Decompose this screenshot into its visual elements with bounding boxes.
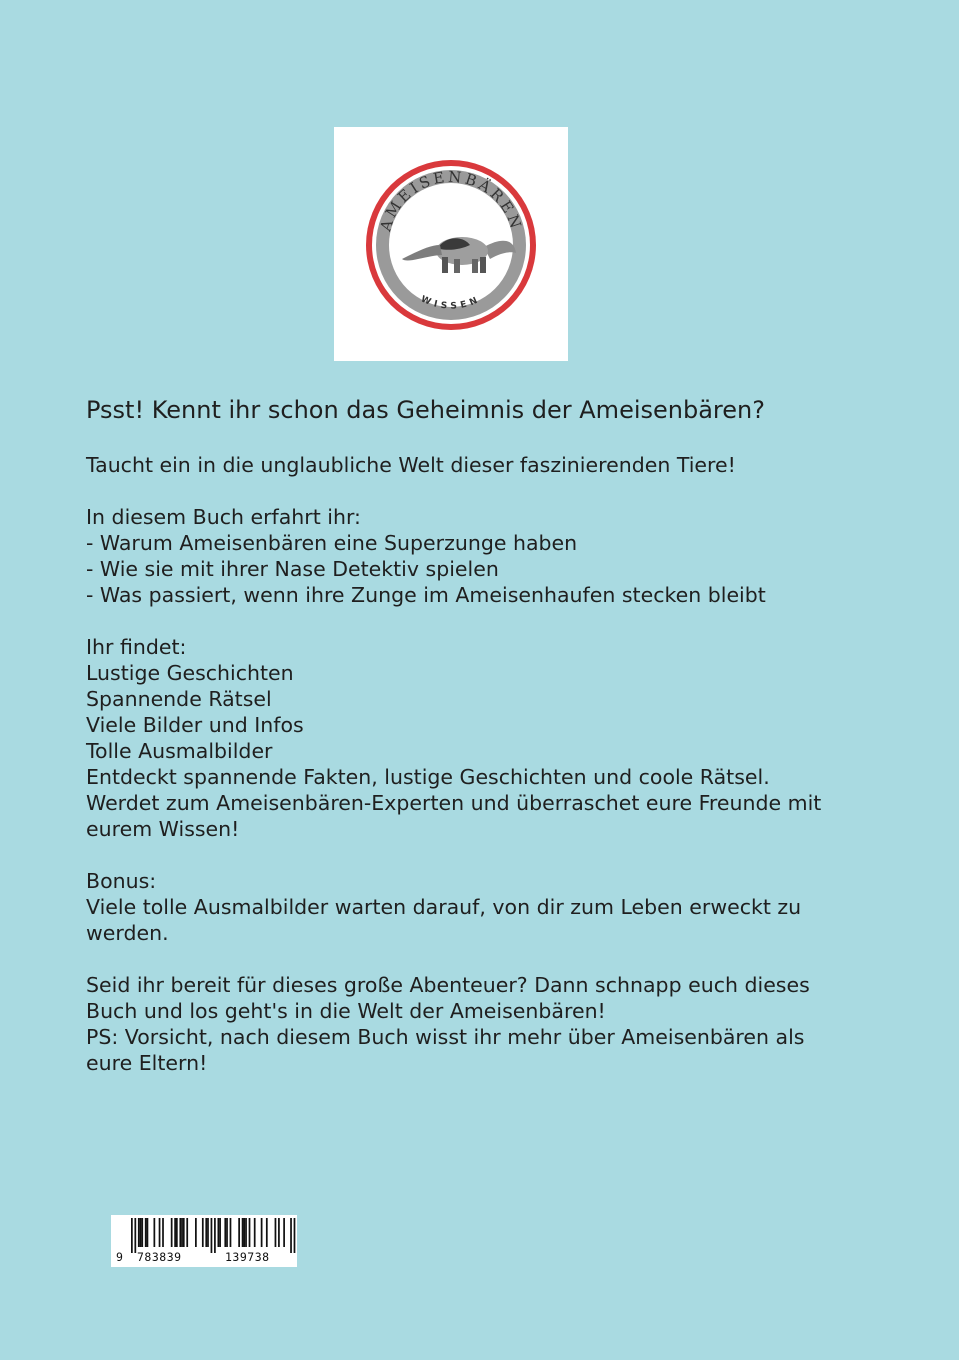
- barcode-bar: [145, 1218, 147, 1247]
- barcode-bar: [214, 1218, 216, 1253]
- learn-item: - Wie sie mit ihrer Nase Detektiv spielen: [86, 557, 499, 581]
- back-cover-text: [86, 392, 846, 1076]
- barcode-bar: [140, 1218, 142, 1247]
- barcode-bar: [261, 1218, 263, 1247]
- bonus-heading: Bonus:: [86, 869, 157, 893]
- ameisenbaeren-wissen-logo: [334, 127, 568, 361]
- barcode-bar: [186, 1218, 188, 1247]
- logo-box: [334, 127, 568, 361]
- barcode-bar: [230, 1218, 232, 1247]
- barcode-bar: [249, 1218, 251, 1247]
- learn-item: - Warum Ameisenbären eine Superzunge haben: [86, 531, 578, 555]
- barcode-bar: [238, 1218, 240, 1247]
- isbn-lead-digit: 9: [116, 1250, 123, 1264]
- barcode-bar: [275, 1218, 277, 1247]
- barcode-bar: [174, 1218, 176, 1247]
- isbn-barcode: [111, 1215, 297, 1267]
- barcode-bar: [176, 1218, 178, 1247]
- barcode-bar: [211, 1218, 213, 1253]
- barcode-bars: [111, 1215, 297, 1253]
- barcode-bar: [147, 1218, 149, 1247]
- learn-item: - Was passiert, wenn ihre Zunge im Ameisenhaufen stecken bleibt: [86, 583, 766, 607]
- barcode-bar: [226, 1218, 228, 1247]
- isbn-left-group: 783839: [137, 1250, 182, 1264]
- barcode-bar: [207, 1218, 209, 1247]
- barcode-bar: [266, 1218, 268, 1247]
- discover-text: Entdeckt spannende Fakten, lustige Geschichten und coole Rätsel. Werdet zum Ameisenbären-Experten und überraschet eure Freunde mit eurem Wissen!: [86, 765, 822, 841]
- intro-text: Taucht ein in die unglaubliche Welt dieser faszinierenden Tiere!: [86, 453, 736, 477]
- barcode-bar: [283, 1218, 285, 1247]
- barcode-bar: [159, 1218, 161, 1247]
- logo-top-text: AMEISENBÄREN: [376, 167, 526, 234]
- barcode-bar: [243, 1218, 245, 1247]
- barcode-bar: [278, 1218, 280, 1247]
- barcode-bar: [202, 1218, 204, 1247]
- barcode-bar: [254, 1218, 256, 1247]
- barcode-bar: [224, 1218, 226, 1247]
- find-item: Lustige Geschichten: [86, 661, 294, 685]
- barcode-bar: [195, 1218, 197, 1247]
- find-item: Spannende Rätsel: [86, 687, 272, 711]
- barcode-bar: [294, 1218, 296, 1253]
- learn-heading: In diesem Buch erfahrt ihr:: [86, 505, 361, 529]
- find-item: Tolle Ausmalbilder: [86, 739, 273, 763]
- barcode-bar: [219, 1218, 221, 1247]
- ps-text: PS: Vorsicht, nach diesem Buch wisst ihr mehr über Ameisenbären als eure Eltern!: [86, 1025, 805, 1075]
- barcode-bar: [141, 1218, 143, 1247]
- barcode-bar: [218, 1218, 220, 1247]
- barcode-bar: [205, 1218, 207, 1247]
- barcode-bar: [138, 1218, 140, 1247]
- barcode-bar: [134, 1218, 136, 1253]
- bonus-text: Viele tolle Ausmalbilder warten darauf, von dir zum Leben erweckt zu werden.: [86, 895, 802, 945]
- barcode-bar: [242, 1218, 244, 1247]
- closing-text: Seid ihr bereit für dieses große Abenteuer? Dann schnapp euch dieses Buch und los geht's in die Welt der Ameisenbären!: [86, 973, 810, 1023]
- find-item: Viele Bilder und Infos: [86, 713, 304, 737]
- logo-bottom-text: WISSEN: [419, 294, 483, 312]
- barcode-bar: [171, 1218, 173, 1247]
- headline: Psst! Kennt ihr schon das Geheimnis der Ameisenbären?: [86, 396, 765, 424]
- barcode-bar: [162, 1218, 164, 1247]
- isbn-right-group: 139738: [225, 1250, 270, 1264]
- barcode-bar: [153, 1218, 155, 1247]
- barcode-bar: [131, 1218, 133, 1253]
- barcode-bar: [183, 1218, 185, 1247]
- barcode-bar: [181, 1218, 183, 1247]
- find-heading: Ihr findet:: [86, 635, 187, 659]
- barcode-bar: [245, 1218, 247, 1247]
- barcode-bar: [290, 1218, 292, 1253]
- barcode-bar: [179, 1218, 181, 1247]
